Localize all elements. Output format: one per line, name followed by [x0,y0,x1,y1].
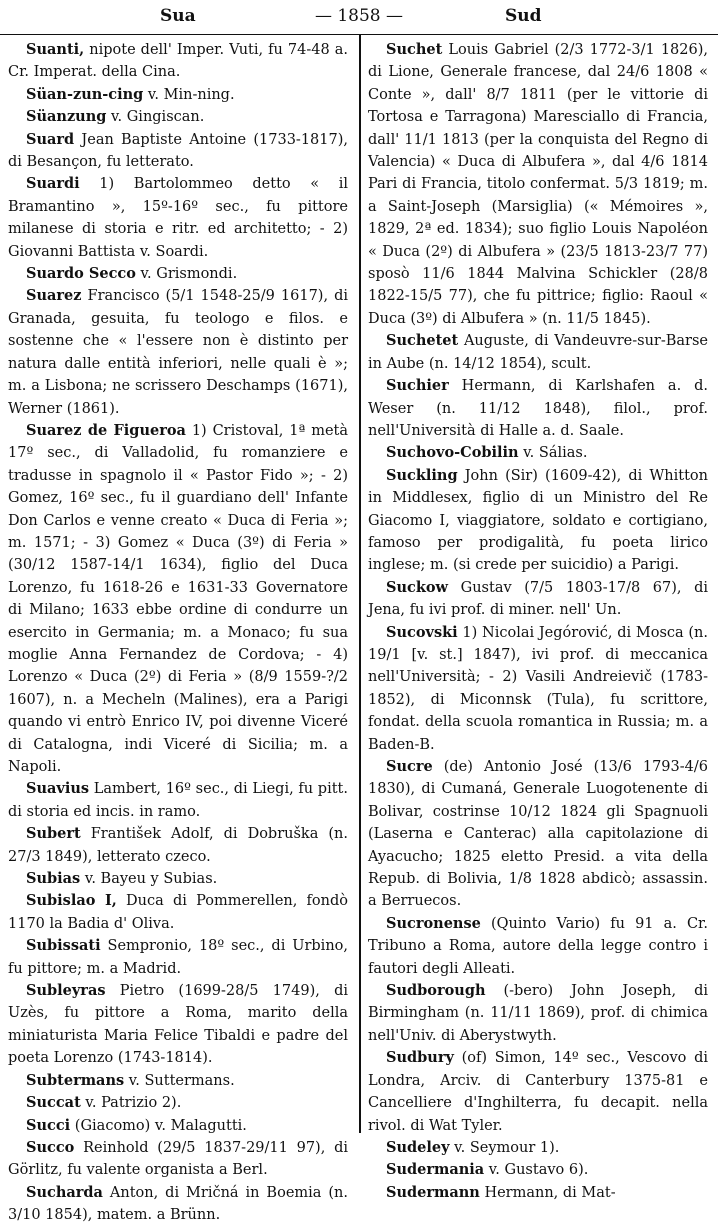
dictionary-entry [368,1047,708,1137]
entry-headword: Sudermania [386,1161,485,1179]
entry-text: (of) Simon, 14º sec., Vescovo di Londra, Arciv. di Canterbury 1375-81 e Cancelliere d'Inghilterra, fu decapit. nella rivol. di Wat Tyler. [368,1050,708,1134]
entry-text: Duca di Pommerellen, fondò 1170 la Badia d' Oliva. [8,893,348,932]
entry-text: (Giacomo) v. Malagutti. [70,1117,247,1134]
entry-text: Francisco (5/1 1548-25/9 1617), di Granada, gesuita, fu teologo e filos. e sostenne che « l'essere non è distinto per natura dalle entità inferiori, nelle quali è »; m. a Lisbona; ne scrissero Deschamps (1671), Werner (1861). [8,288,348,417]
dictionary-entry [368,913,708,980]
entry-headword: Suanti, [26,41,85,58]
entry-headword: Sudermann [386,1183,480,1201]
entry-headword: Sucharda [26,1183,103,1201]
dictionary-entry [8,263,348,285]
entry-text: Reinhold (29/5 1837-29/11 97), di Görlitz, fu valente organista a Berl. [8,1139,348,1179]
entry-headword: Suchetet [386,332,459,350]
entry-text: 1) Cristoval, 1ª metà 17º sec., di Valladolid, fu romanziere e tradusse in spagnolo il « Pastor Fido »; - 2) Gomez, 16º sec., fu il guardiano dell' Infante Don Carlos e venne creato « Duca di Feria »; m. 1571; - 3) Gomez « Duca (3º) di Feria » (30/12 1587-14/1 1634), figlio del Duca Lorenzo, fu 1618-26 e 1631-33 Governatore di Milano; 1633 ebbe ordine di condurre un esercito in Germania; m. a Monaco; fu sua moglie Anna Fernandez de Cordova; - 4) Lorenzo « Duca (2º) di Feria » (8/9 1559-?/2 1607), n. a Mecheln (Malines), era a Parigi quando vi entrò Enrico IV, poi divenne Viceré di Catalogna, indi Viceré di Sicilia; m. a Napoli. [8,422,349,775]
entry-text: František Adolf, di Dobruška (n. 27/3 1849), letterato czeco. [8,826,348,865]
entry-headword: Suavius [26,780,90,798]
entry-text: Hermann, di Mat- [479,1184,616,1201]
entry-text: v. Min-ning. [143,86,235,103]
entry-text: (de) Antonio José (13/6 1793-4/6 1830), di Cumaná, Generale Luogotenente di Bolivar, costrinse 10/12 1824 gli Spagnuoli (Laserna e Canterac) alla capitolazione di Ayacucho; 1825 eletto Presid. a vita della Repub. di Bolivia, 1/8 1828 abdicò; assassin. a Berruecos. [368,759,708,910]
entry-text: Sempronio, 18º sec., di Urbino, fu pittore; m. a Madrid. [8,938,348,977]
entry-headword: Süanzung [26,108,107,126]
entry-text: Gustav (7/5 1803-17/8 67), di Jena, fu ivi prof. di miner. nell' Un. [368,579,708,619]
running-head [0,0,718,35]
entry-headword: Suarez de Figueroa [26,421,186,439]
dictionary-entry [368,1137,708,1159]
dictionary-entry [8,1182,348,1227]
dictionary-entry [8,823,348,868]
entry-headword: Sucre [386,758,433,775]
entry-headword: Suardo Secco [26,265,136,283]
entry-headword: Sudborough [386,982,486,1000]
left-column [8,39,348,1227]
entry-text: 1) Nicolai Jegórović, di Mosca (n. 19/1 [v. st.] 1847), ivi prof. di meccanica nell'Università; - 2) Vasili Andreievič (1783-1852), di Miconnsk (Tula), fu scrittore, fondat. della scuola romantica in Russia; m. a Baden-B. [368,624,708,753]
entry-headword: Suckow [386,578,449,596]
entry-text: v. Gustavo 6). [484,1162,589,1179]
entry-text: v. Bayeu y Subias. [80,871,218,888]
entry-headword: Subleyras [26,982,106,1000]
running-head-left: Sua [160,6,196,26]
entry-headword: Subissati [26,937,101,955]
entry-headword: Suckling [386,466,458,484]
entry-text: 1) Bartolommeo detto « il Bramantino », 15º-16º sec., fu pittore milanese di storia e ritr. ed architetto; - 2) Giovanni Battista v. Soardi. [8,176,348,260]
dictionary-entry [8,84,348,106]
entry-text: v. Suttermans. [124,1072,235,1089]
entry-text: John (Sir) (1609-42), di Whitton in Middlesex, figlio di un Ministro del Re Giacomo I, viaggiatore, soldato e cortigiano, famoso per prodigalità, fu poeta lirico inglese; m. (si crede per suicidio) a Parigi. [368,467,708,574]
dictionary-entry [368,980,708,1047]
entry-headword: Sucronense [386,914,481,932]
dictionary-entry [368,577,708,622]
entry-headword: Subislao I, [26,892,117,910]
entry-text: Anton, di Mričná in Boemia (n. 3/10 1854), matem. a Brünn. [8,1184,348,1224]
entry-text: v. Seymour 1). [449,1139,560,1156]
entry-text: nipote dell' Imper. Vuti, fu 74-48 a. Cr. Imperat. della Cina. [8,42,348,81]
entry-text: Lambert, 16º sec., di Liegi, fu pitt. di storia ed incis. in ramo. [8,781,348,820]
entry-headword: Subtermans [26,1071,125,1089]
entry-text: Hermann, di Karlshafen a. d. Weser (n. 11/12 1848), filol., prof. nell'Università di Halle a. d. Saale. [368,378,708,439]
entry-headword: Succo [26,1138,75,1156]
dictionary-entry [368,375,708,442]
entry-headword: Succat [26,1094,81,1112]
dictionary-entry [8,285,348,419]
entry-headword: Suard [26,130,75,148]
entry-headword: Subert [26,825,81,843]
dictionary-entry [8,868,348,890]
dictionary-entry [8,890,348,935]
right-column [368,39,708,1204]
entry-headword: Sudeley [386,1138,450,1156]
dictionary-entry [368,442,708,464]
entry-text: (-bero) John Joseph, di Birmingham (n. 11/11 1869), prof. di chimica nell'Univ. di Aberystwyth. [368,983,708,1044]
dictionary-entry [8,778,348,823]
dictionary-entry [368,39,708,330]
column-divider [359,34,361,1133]
dictionary-entry [8,1092,348,1114]
entry-headword: Süan-zun-cing [26,85,144,103]
dictionary-entry [8,420,348,779]
entry-headword: Suchet [386,41,443,58]
entry-headword: Sudbury [386,1049,454,1067]
dictionary-entry [8,1070,348,1092]
entry-text: (Quinto Vario) fu 91 a. Cr. Tribuno a Roma, autore della legge contro i fautori degli Alleati. [368,915,708,977]
entry-text: Jean Baptiste Antoine (1733-1817), di Besançon, fu letterato. [8,131,348,171]
dictionary-entry [8,39,348,84]
entry-text: v. Patrizio 2). [80,1095,182,1112]
dictionary-entry [8,173,348,263]
dictionary-entry [8,129,348,174]
dictionary-entry [368,330,708,375]
entry-headword: Suarez [26,287,82,305]
dictionary-entry [8,1115,348,1137]
entry-headword: Sucovski [386,623,458,641]
running-head-right: Sud [505,6,542,26]
page-number: — 1858 — [314,6,404,26]
entry-headword: Subias [26,870,81,888]
entry-headword: Suchier [386,377,449,395]
dictionary-entry [368,622,708,756]
dictionary-entry [8,106,348,128]
dictionary-entry [8,980,348,1070]
dictionary-entry [368,1182,708,1204]
dictionary-entry [368,465,708,577]
entry-text: v. Grismondi. [135,266,238,283]
entry-headword: Suardi [26,175,80,193]
dictionary-entry [8,1137,348,1182]
entry-text: Pietro (1699-28/5 1749), di Uzès, fu pittore a Roma, marito della miniaturista Maria Felice Tibaldi e padre del poeta Lorenzo (1743-1814). [8,983,348,1067]
entry-headword: Succi [26,1116,71,1134]
entry-text: v. Sálias. [518,445,588,462]
dictionary-entry [368,1159,708,1181]
dictionary-entry [368,756,708,913]
dictionary-entry [8,935,348,980]
entry-text: v. Gingiscan. [106,109,205,126]
entry-text: Louis Gabriel (2/3 1772-3/1 1826), di Lione, Generale francese, dal 24/6 1808 « Conte », dall' 8/7 1811 (per le vittorie di Tortosa e Tarragona) Maresciallo di Francia, dall' 11/1 1813 (per la conquista del Regno di Valencia) « Duca di Albufera », dal 4/6 1814 Pari di Francia, titolo confermat. 5/3 1819; m. a Saint-Joseph (Marsiglia) (« Mémoires », 1829, 2ª ed. 1834); suo figlio Louis Napoléon « Duca (2º) di Albufera » (23/5 1813-23/7 77) sposò 11/6 1844 Malvina Schickler (28/8 1822-15/5 77), che fu pittrice; figlio: Raoul « Duca (3º) di Albufera » (n. 11/5 1845). [368,42,708,327]
entry-text: Auguste, di Vandeuvre-sur-Barse in Aube (n. 14/12 1854), scult. [368,333,708,372]
entry-headword: Suchovo-Cobilin [386,444,519,462]
